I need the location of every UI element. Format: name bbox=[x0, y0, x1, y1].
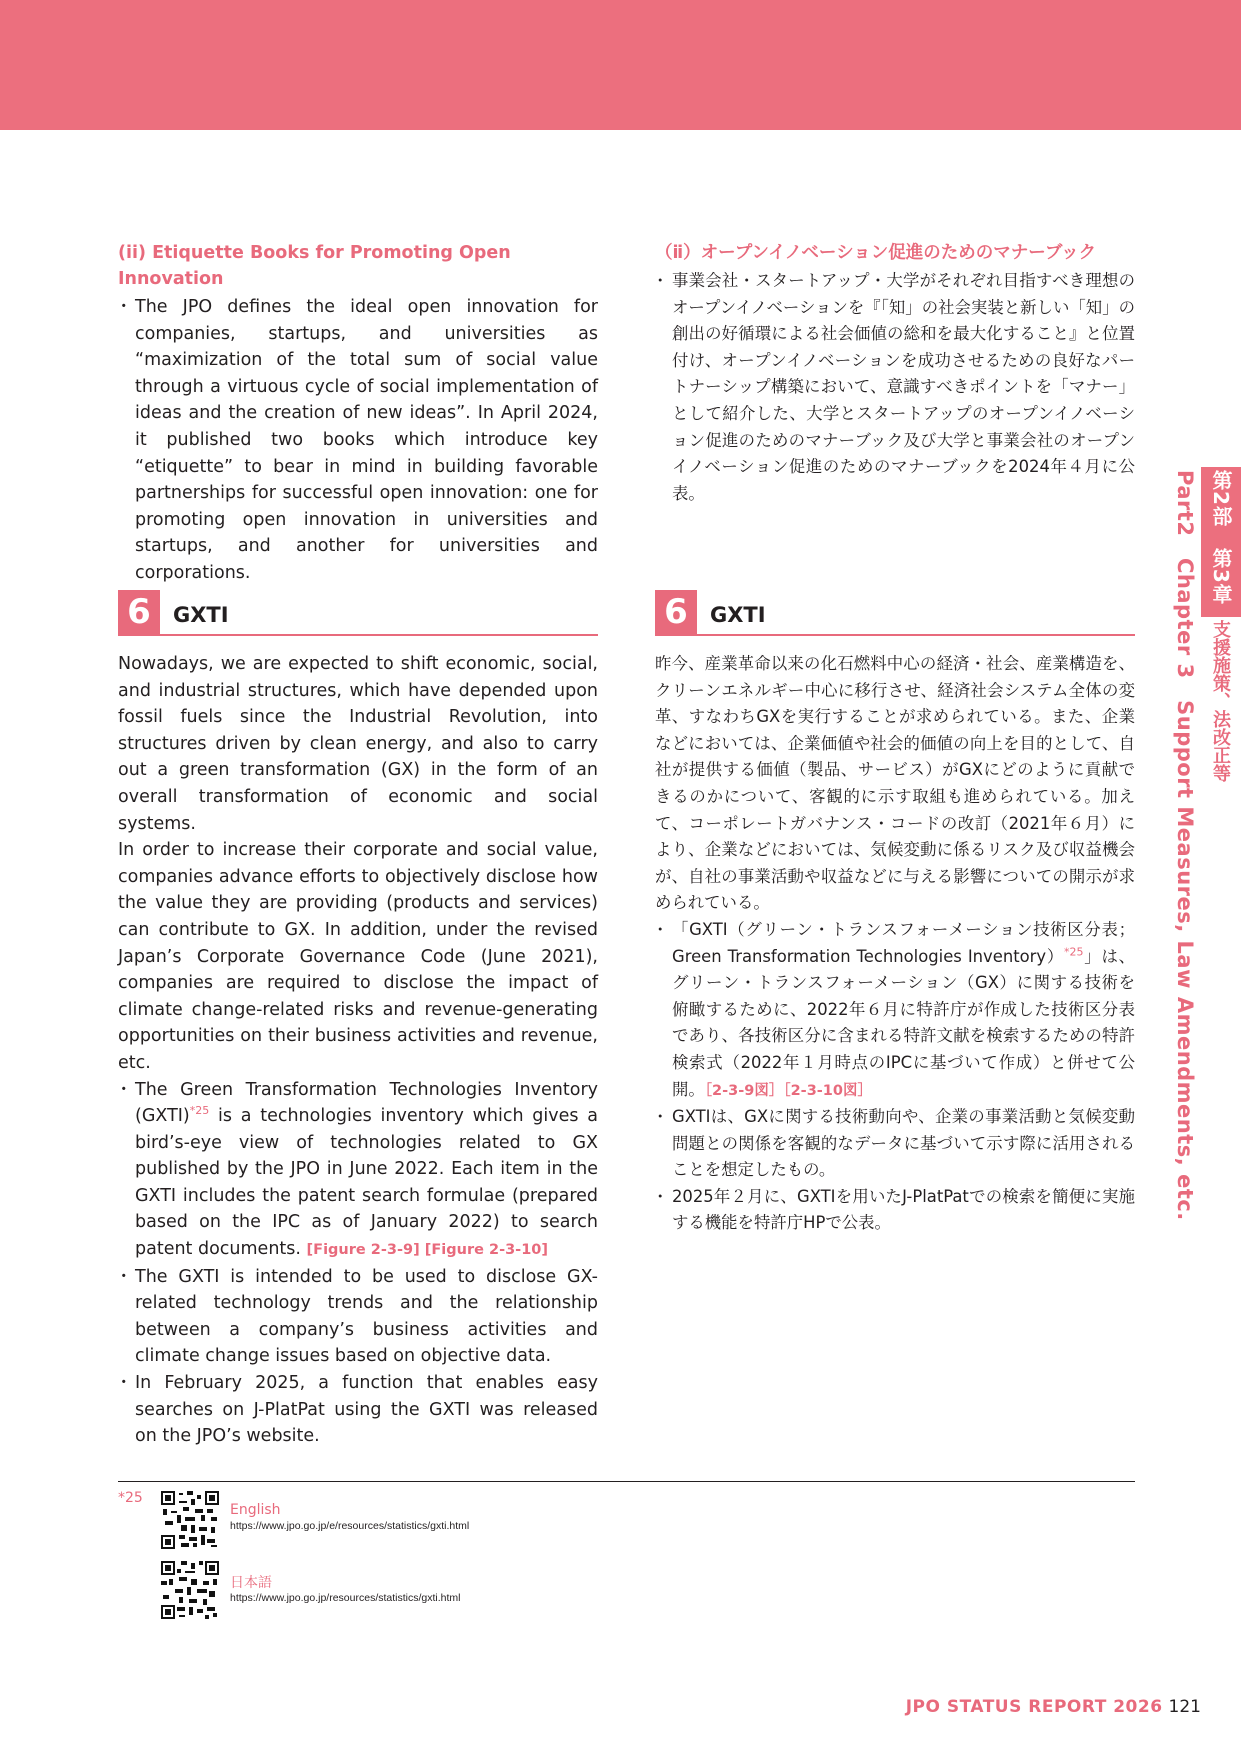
section-heading-en bbox=[118, 590, 598, 636]
footnote-mark: *25 bbox=[118, 1490, 143, 1506]
figure-reference[interactable]: [Figure 2-3-9] [Figure 2-3-10] bbox=[306, 1242, 549, 1259]
footnote-divider bbox=[118, 1481, 1135, 1482]
paragraph-1: Nowadays, we are expected to shift economic, social, and industrial structures, which have depended upon fossil fuels since the Industrial Revolution, into structures driven by clean energy, and also to carry out a green transformation (GX) in the form of an overall transformation of economic and social systems. bbox=[118, 654, 598, 834]
bullet-text-a-ja: 「GXTI（グリーン・トランスフォーメーション技術区分表；Green Transformation Technologies Inventory） bbox=[672, 919, 1135, 966]
bullet-text-a: The Green Transformation Technologies Inventory (GXTI) bbox=[135, 1079, 598, 1127]
footnote-ref-ja[interactable]: *25 bbox=[1064, 945, 1084, 959]
section-title: GXTI bbox=[173, 603, 229, 627]
section-number-ja: 6 bbox=[655, 590, 697, 634]
side-tab-chapter: 第3章 bbox=[1209, 547, 1233, 605]
side-tab-title-en: Part2 Chapter 3 Support Measures, Law Amendments, etc. bbox=[1173, 470, 1197, 1221]
footnote-japanese-url[interactable]: https://www.jpo.go.jp/resources/statistics/gxti.html bbox=[230, 1592, 461, 1604]
paragraph-1-ja: 昨今、産業革命以来の化石燃料中心の経済・社会、産業構造を、クリーンエネルギー中心に移行させ、経済社会システム全体の変革、すなわちGXを実行することが求められている。また、企業などにおいては、企業価値や社会的価値の向上を目的として、自社が提供する価値（製品、サービス）がGXにどのように貢献できるのかについて、客観的に示す取組も進められている。加えて、コーポレートガバナンス・コードの改訂（2021年６月）により、企業などにおいては、気候変動に係るリスク及び収益機会が、自社の事業活動や収益などに与える影響についての開示が求められている。 bbox=[655, 654, 1135, 913]
bullet-gxti-inventory-ja bbox=[655, 917, 1135, 1104]
header-band bbox=[0, 0, 1241, 130]
side-tab-part-chapter bbox=[1202, 470, 1240, 605]
bullet-etiquette-ja: ・ 事業会社・スタートアップ・大学がそれぞれ目指すべき理想のオープンイノベーションを『「知」の社会実装と新しい「知」の創出の好循環による社会価値の総和を最大化すること』と位置付け、オープンイノベーションを成功させるための良好なパートナーシップ構築において、意識すべきポイントを「マナー」として紹介した、大学とスタートアップのオープンイノベーション促進のためのマナーブック及び大学と事業会社のオープンイノベーション促進のためのマナーブックを2024年４月に公表。 bbox=[655, 268, 1135, 507]
section-number: 6 bbox=[118, 590, 160, 634]
qr-code-icon[interactable] bbox=[160, 1490, 220, 1550]
qr-code-icon-ja[interactable] bbox=[160, 1560, 220, 1620]
subsection-title: (ii) Etiquette Books for Promoting Open Innovation bbox=[118, 243, 511, 289]
subsection-title-ja: （ⅱ）オープンイノベーション促進のためのマナーブック bbox=[655, 243, 1097, 263]
english-gxti-body bbox=[118, 651, 598, 1450]
bullet-jplatpat: ・ In February 2025, a function that enables easy searches on J-PlatPat using the GXTI was released on the JPO’s website. bbox=[118, 1370, 598, 1450]
side-tab-title-ja: 支援施策、法改正等 bbox=[1210, 620, 1231, 782]
section-heading-ja bbox=[655, 590, 1135, 636]
report-brand: JPO STATUS REPORT 2026 bbox=[905, 1697, 1163, 1717]
paragraph-2: In order to increase their corporate and social value, companies advance efforts to objectively disclose how the value they are providing (products and services) can contribute to GX. In addition, under the revised Japan’s Corporate Governance Code (June 2021), companies are required to disclose the impact of climate change-related risks and revenue-generating opportunities on their business activities and revenue, etc. bbox=[118, 840, 598, 1073]
footnote-english-label: English bbox=[230, 1502, 281, 1518]
bullet-etiquette: ・ The JPO defines the ideal open innovation for companies, startups, and universities as “maximization of the total sum of social value through a virtuous cycle of social implementation of ideas and the creation of new ideas”. In April 2024, it published two books which introduce key “etiquette” to bear in mind in building favorable partnerships for successful open innovation: one for promoting open innovation in universities and startups, and another for universities and corporations. bbox=[118, 294, 598, 587]
bullet-text-b-ja: 」は、グリーン・トランスフォーメーション（GX）に関する技術を俯瞰するために、2022年６月に特許庁が作成した技術区分表であり、各技術区分に含まれる特許文献を検索するための特許検索式（2022年１月時点のIPCに基づいて作成）と併せて公開。 bbox=[672, 946, 1135, 1099]
page-footer bbox=[906, 1697, 1201, 1717]
figure-reference-ja[interactable]: ［2-3-9図］［2-3-10図］ bbox=[704, 1082, 872, 1099]
footnote-ref[interactable]: *25 bbox=[189, 1104, 210, 1118]
side-tab-part: 第2部 bbox=[1209, 470, 1233, 527]
bullet-gxti-purpose-ja: ・ GXTIは、GXに関する技術動向や、企業の事業活動と気候変動問題との関係を客観的なデータに基づいて示す際に活用されることを想定したもの。 bbox=[655, 1104, 1135, 1184]
section-title-ja: GXTI bbox=[710, 603, 766, 627]
bullet-gxti-purpose: ・ The GXTI is intended to be used to disclose GX-related technology trends and the relationship between a company’s business activities and climate change issues based on objective data. bbox=[118, 1264, 598, 1370]
page-number: 121 bbox=[1168, 1697, 1201, 1717]
bullet-gxti-inventory bbox=[118, 1077, 598, 1264]
japanese-column bbox=[655, 240, 1135, 507]
japanese-gxti-body bbox=[655, 651, 1135, 1237]
footnote-english-url[interactable]: https://www.jpo.go.jp/e/resources/statistics/gxti.html bbox=[230, 1520, 470, 1532]
footnote-japanese-label: 日本語 bbox=[230, 1575, 272, 1591]
bullet-jplatpat-ja: ・ 2025年２月に、GXTIを用いたJ-PlatPatでの検索を簡便に実施する機能を特許庁HPで公表。 bbox=[655, 1184, 1135, 1237]
english-column bbox=[118, 240, 598, 587]
bullet-text-b: is a technologies inventory which gives a bird’s-eye view of technologies related to GX published by the JPO in June 2022. Each item in the GXTI includes the patent search formulae (prepared based on the IPC as of January 2022) to search patent documents. bbox=[135, 1106, 598, 1260]
